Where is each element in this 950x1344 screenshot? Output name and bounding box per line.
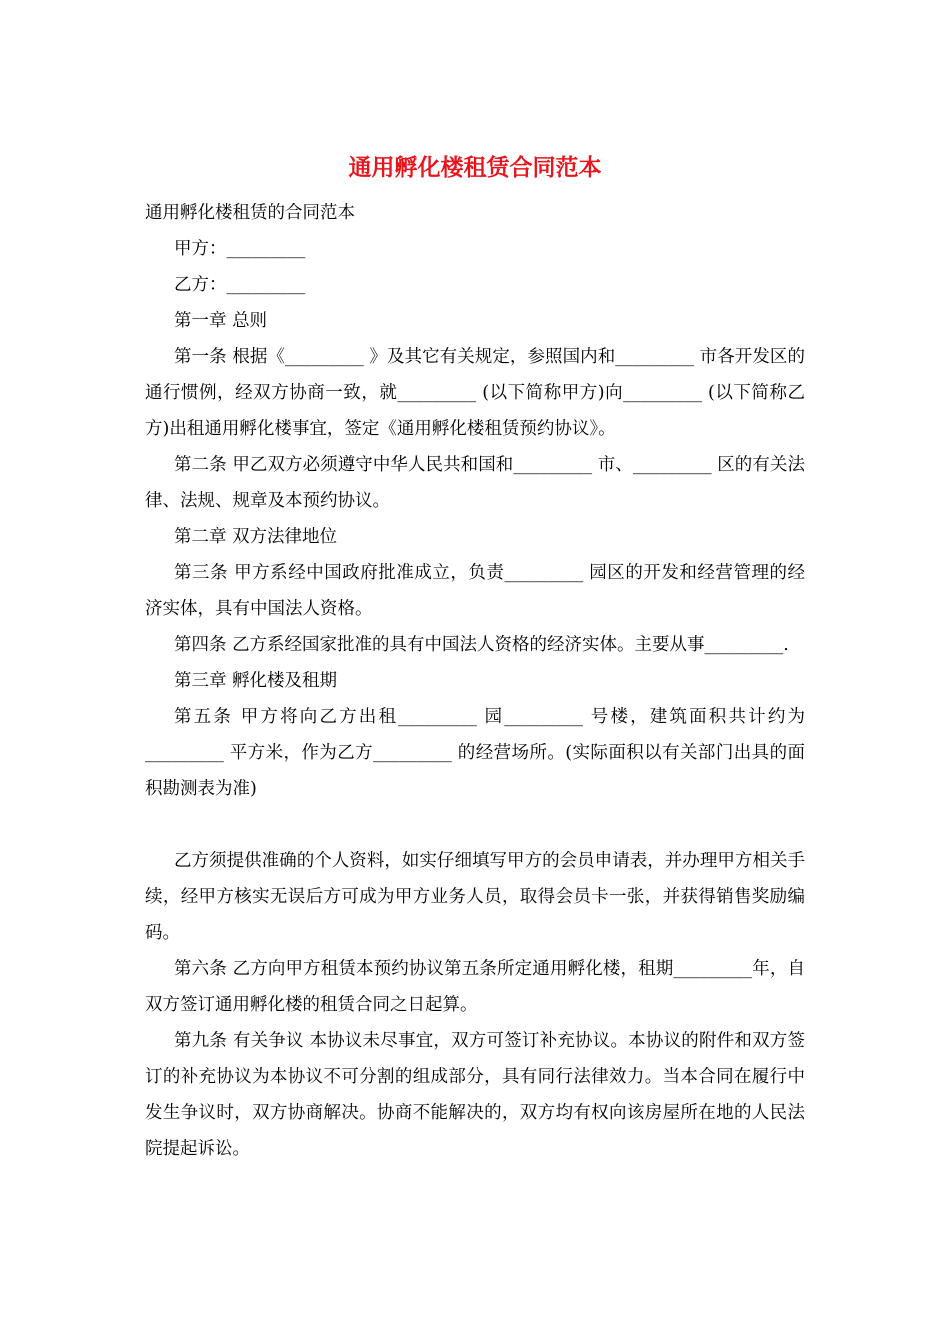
blank-gap bbox=[145, 807, 805, 843]
article-paragraph: 第六条 乙方向甲方租赁本预约协议第五条所定通用孵化楼，租期_________年，自双方签订通用孵化楼的租赁合同之日起算。 bbox=[145, 959, 805, 1015]
article-paragraph: 第二条 甲乙双方必须遵守中华人民共和国和_________ 市、_________ 区的有关法律、法规、规章及本预约协议。 bbox=[145, 455, 805, 511]
article-paragraph: 第九条 有关争议 本协议未尽事宜，双方可签订补充协议。本协议的附件和双方签订的补充协议为本协议不可分割的组成部分，具有同行法律效力。当本合同在履行中发生争议时，双方协商解决。协商不能解决的，双方均有权向该房屋所在地的人民法院提起诉讼。 bbox=[145, 1031, 805, 1159]
subtitle-paragraph: 通用孵化楼租赁的合同范本 bbox=[145, 203, 355, 223]
document-title: 通用孵化楼租赁合同范本 bbox=[348, 154, 602, 181]
article-paragraph: 第三条 甲方系经中国政府批准成立，负责_________ 园区的开发和经营管理的经济实体，具有中国法人资格。 bbox=[145, 563, 805, 619]
chapter-heading: 第一章 总则 bbox=[174, 311, 268, 331]
article-paragraph: 第五条 甲方将向乙方出租_________ 园_________ 号楼，建筑面积共计约为_________ 平方米，作为乙方_________ 的经营场所。(实际面积以有关部门出具的面积勘测表为准) bbox=[145, 707, 805, 799]
document-body bbox=[145, 195, 805, 1167]
chapter-heading: 第二章 双方法律地位 bbox=[174, 527, 338, 547]
body-paragraph: 乙方须提供准确的个人资料，如实仔细填写甲方的会员申请表，并办理甲方相关手续，经甲方核实无误后方可成为甲方业务人员，取得会员卡一张，并获得销售奖励编码。 bbox=[145, 851, 805, 943]
party-b-line: 乙方：_________ bbox=[174, 275, 306, 295]
party-a-line: 甲方：_________ bbox=[174, 239, 306, 259]
article-paragraph: 第一条 根据《_________ 》及其它有关规定，参照国内和_________ 市各开发区的通行惯例，经双方协商一致，就_________ (以下简称甲方)向_________ (以下简称乙方)出租通用孵化楼事宜，签定《通用孵化楼租赁预约协议》。 bbox=[145, 347, 805, 439]
article-paragraph: 第四条 乙方系经国家批准的具有中国法人资格的经济实体。主要从事_________. bbox=[174, 635, 789, 655]
chapter-heading: 第三章 孵化楼及租期 bbox=[174, 671, 338, 691]
